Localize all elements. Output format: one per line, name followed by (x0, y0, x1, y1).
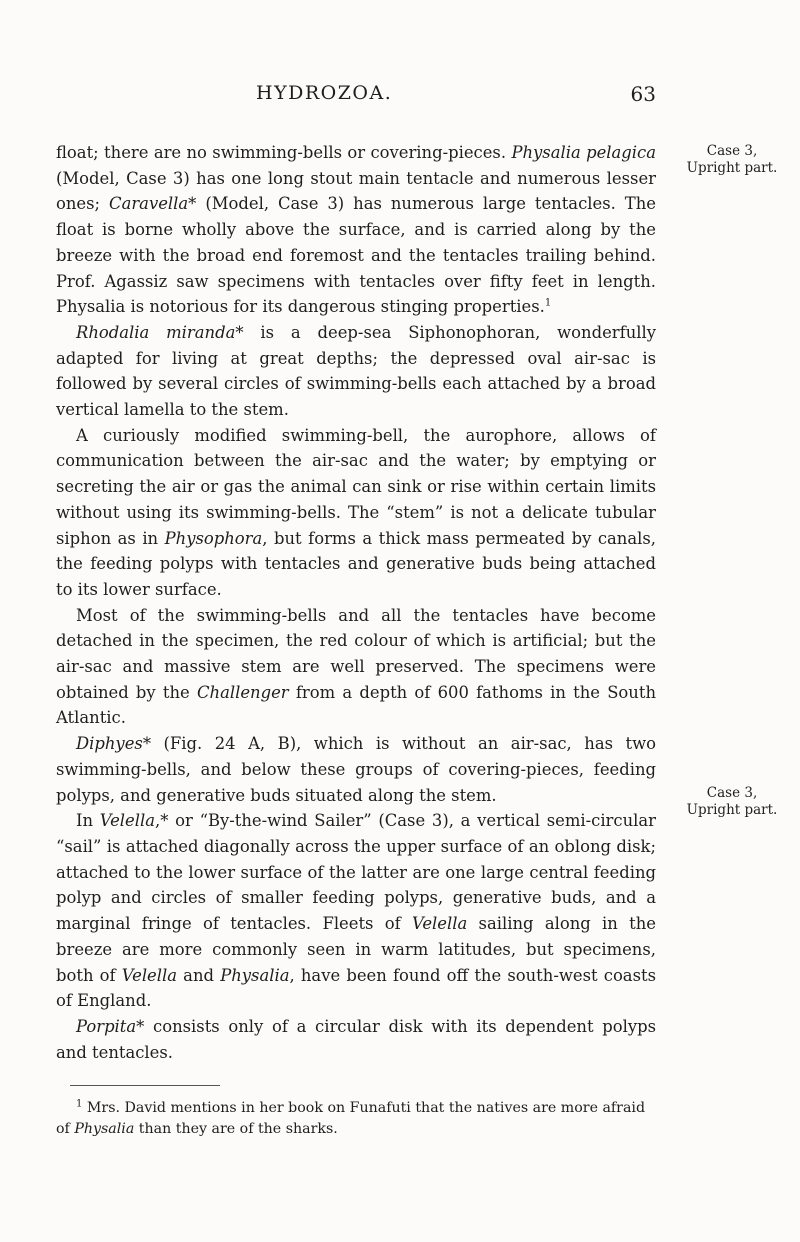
page-number: 63 (630, 82, 656, 106)
side-note (664, 143, 800, 177)
text-run: from a depth of 600 fathoms in the South Atlantic. (56, 682, 657, 728)
footnote-ref: 1 (544, 297, 552, 309)
side-note-line: Upright part. (686, 160, 778, 176)
footnote-text (56, 1100, 645, 1137)
footnote-rule (70, 1085, 220, 1086)
text-run: than they are of the sharks. (134, 1121, 338, 1137)
italic-text: Physalia (220, 965, 290, 985)
text-run: * (Fig. 24 A, B), which is without an air-sac, has two swimming-bells, and below these groups of covering-pieces, feeding polyps, and generative buds situated along the stem. (56, 734, 656, 805)
paragraph (56, 320, 656, 423)
italic-text: Velella (99, 811, 155, 831)
text-run: , have been found off the south-west coasts of England. (56, 965, 656, 1011)
text-run: sailing along in the breeze are more commonly seen in warm latitudes, but specimens, both of (56, 914, 657, 985)
paragraph (56, 808, 656, 1014)
paragraph (56, 1014, 656, 1065)
italic-text: Rhodalia miranda (76, 322, 236, 342)
italic-text: Challenger (196, 682, 289, 702)
text-run: (Model, Case 3) has one long stout main tentacle and numerous lesser ones; (56, 168, 656, 214)
text-run: ,* or “By-the-wind Sailer” (Case 3), a vertical semi-circular “sail” is attached diagonally across the upper surface of an oblong disk; attached to the lower surface of the latter are one large central feeding polyp and circles of smaller feeding polyps, generative buds, and a marginal fringe of tentacles. Fleets of (56, 811, 656, 934)
italic-text: Physalia pelagica (511, 143, 656, 162)
footnote-marker: 1 (76, 1098, 83, 1110)
page-header (56, 82, 656, 112)
italic-text: Diphyes (76, 734, 143, 754)
italic-text: Velella (121, 965, 178, 985)
side-note (664, 785, 800, 819)
paragraph (56, 603, 656, 732)
side-note-line: Case 3, (706, 143, 758, 159)
italic-text: Velella (412, 914, 468, 934)
paragraph (56, 423, 656, 603)
text-run: , but forms a thick mass permeated by canals, the feeding polyps with tentacles and generative buds being attached to its lower surface. (56, 528, 656, 599)
side-note-line: Case 3, (706, 785, 758, 801)
italic-text: Porpita (76, 1016, 137, 1036)
text-run: Mrs. David mentions in her book on Funafuti that the natives are more afraid of (56, 1100, 646, 1137)
italic-text: Physophora (164, 528, 263, 548)
text-run: * (Model, Case 3) has numerous large tentacles. The float is borne wholly above the surface, and is carried along by the breeze with the broad end foremost and the tentacles trailing behind. Prof. Agassiz saw specimens with tentacles over fifty feet in length. Physalia is notorious for its dangerous stinging properties. (56, 194, 656, 317)
text-run: * consists only of a circular disk with its dependent polyps and tentacles. (56, 1016, 656, 1062)
running-head: HYDROZOA. (256, 82, 393, 104)
footnote (56, 1098, 656, 1140)
text-run: A curiously modified swimming-bell, the aurophore, allows of communication between the air-sac and the water; by emptying or secreting the air or gas the animal can sink or rise within certain limits without using its swimming-bells. The “stem” is not a delicate tubular siphon as in (56, 425, 656, 548)
side-note-line: Upright part. (686, 802, 778, 818)
paragraph (56, 140, 656, 320)
text-run: Most of the swimming-bells and all the tentacles have become detached in the specimen, the red colour of which is artificial; but the air-sac and massive stem are well preserved. The specimens were obtained by the (56, 605, 656, 702)
italic-text: Physalia (74, 1121, 135, 1137)
text-run: In (76, 811, 100, 831)
italic-text: Caravella (109, 194, 189, 214)
text-run: and (177, 965, 221, 985)
paragraph (56, 731, 656, 808)
body-text (56, 140, 656, 1065)
text-run: float; there are no swimming-bells or covering-pieces. (56, 143, 512, 162)
text-run: * is a deep-sea Siphonophoran, wonderfully adapted for living at great depths; the depressed oval air-sac is followed by several circles of swimming-bells each attached by a broad vertical lamella to the stem. (56, 322, 656, 420)
